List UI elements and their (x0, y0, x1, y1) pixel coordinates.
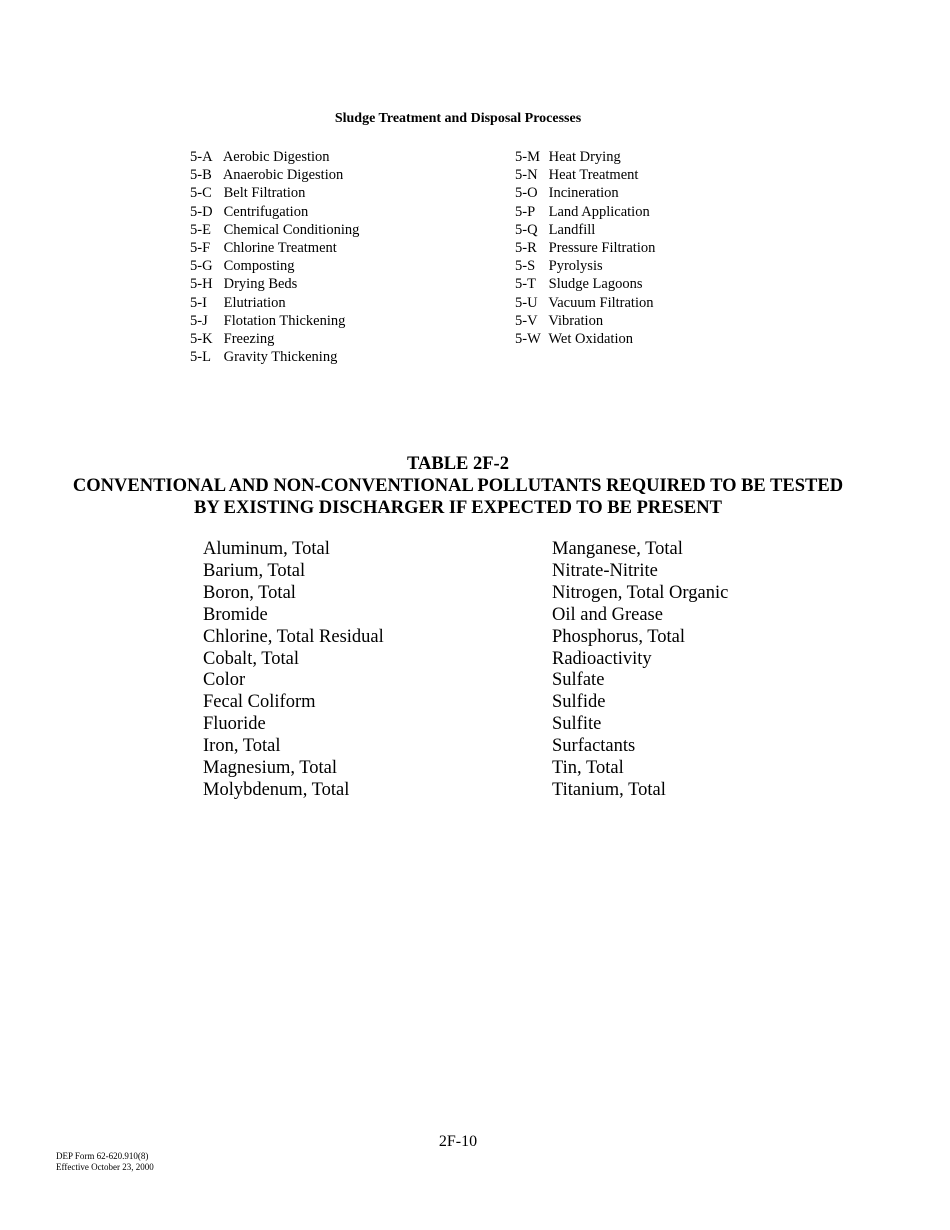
list-item (190, 257, 359, 275)
process-code: 5-J (190, 312, 208, 329)
process-name: Composting (223, 258, 295, 275)
list-item: Boron, Total (203, 582, 296, 603)
list-item: Magnesium, Total (203, 758, 338, 779)
list-item: Sulfide (552, 692, 606, 713)
list-item (515, 275, 655, 293)
list-item: Titanium, Total (552, 779, 666, 800)
process-code: 5-E (190, 221, 211, 238)
process-code: 5-B (190, 167, 212, 184)
sludge-section-title: Sludge Treatment and Disposal Processes (334, 111, 582, 126)
list-item: Bromide (203, 604, 268, 625)
list-item (190, 203, 359, 221)
process-name: Land Application (548, 203, 650, 220)
process-name: Aerobic Digestion (222, 149, 330, 165)
list-item (190, 148, 359, 166)
process-code: 5-N (515, 167, 538, 184)
process-code: 5-U (515, 294, 538, 311)
effective-date: Effective October 23, 2000 (56, 1162, 154, 1172)
list-item: Fecal Coliform (203, 692, 316, 713)
process-name: Anaerobic Digestion (222, 167, 344, 184)
list-item: Cobalt, Total (203, 648, 299, 669)
list-item (190, 330, 359, 348)
process-name: Incineration (548, 185, 619, 202)
list-item: Sulfate (552, 670, 605, 691)
process-name: Gravity Thickening (223, 349, 338, 366)
process-name: Pyrolysis (548, 258, 603, 275)
list-item (515, 239, 655, 257)
list-item: Surfactants (552, 736, 636, 757)
pollutant-list-left (203, 539, 384, 802)
process-code: 5-S (515, 258, 536, 275)
process-code: 5-Q (515, 221, 538, 238)
process-code: 5-W (515, 331, 541, 348)
list-item: Radioactivity (552, 648, 652, 669)
process-name: Landfill (548, 221, 596, 238)
process-name: Drying Beds (223, 276, 298, 293)
process-name: Flotation Thickening (223, 312, 346, 329)
process-code: 5-V (515, 312, 538, 329)
list-item (190, 239, 359, 257)
list-item (190, 348, 359, 366)
process-code: 5-A (190, 149, 213, 165)
process-name: Freezing (223, 331, 275, 348)
process-name: Vibration (548, 312, 604, 329)
process-code: 5-F (190, 240, 211, 257)
process-name: Elutriation (223, 294, 286, 311)
list-item (515, 221, 655, 239)
process-code: 5-C (190, 185, 212, 202)
process-code: 5-M (515, 149, 540, 165)
list-item: Color (203, 670, 246, 691)
process-code: 5-P (515, 203, 536, 220)
sludge-list-left (190, 148, 359, 366)
process-code: 5-K (190, 331, 213, 348)
process-code: 5-O (515, 185, 538, 202)
list-item: Manganese, Total (552, 539, 683, 559)
pollutant-list-right (552, 539, 728, 802)
list-item: Barium, Total (203, 560, 306, 581)
list-item: Phosphorus, Total (552, 626, 686, 647)
list-item: Aluminum, Total (203, 539, 330, 559)
list-item (515, 312, 655, 330)
process-name: Belt Filtration (223, 185, 306, 202)
process-name: Chlorine Treatment (223, 240, 337, 257)
list-item (515, 294, 655, 312)
list-item (515, 330, 655, 348)
list-item: Chlorine, Total Residual (203, 626, 384, 647)
process-name: Heat Drying (548, 149, 621, 165)
process-code: 5-D (190, 203, 213, 220)
process-code: 5-R (515, 240, 537, 257)
list-item (515, 257, 655, 275)
table-number: TABLE 2F-2 (407, 454, 509, 474)
process-name: Wet Oxidation (548, 331, 633, 348)
list-item: Molybdenum, Total (203, 779, 350, 800)
list-item (515, 184, 655, 202)
list-item (190, 166, 359, 184)
process-name: Chemical Conditioning (223, 221, 360, 238)
page-number: 2F-10 (438, 1133, 478, 1150)
process-code: 5-L (190, 349, 211, 366)
list-item (190, 312, 359, 330)
form-number: DEP Form 62-620.910(8) (56, 1151, 149, 1161)
process-name: Heat Treatment (548, 167, 639, 184)
process-code: 5-H (190, 276, 213, 293)
process-code: 5-I (190, 294, 207, 311)
list-item: Nitrate-Nitrite (552, 560, 658, 581)
list-item (190, 184, 359, 202)
list-item: Nitrogen, Total Organic (552, 582, 729, 603)
process-name: Sludge Lagoons (548, 276, 643, 293)
process-name: Centrifugation (223, 203, 309, 220)
list-item: Fluoride (203, 714, 266, 735)
list-item (515, 203, 655, 221)
table-title-line2: BY EXISTING DISCHARGER IF EXPECTED TO BE PRESENT (194, 498, 722, 518)
list-item (515, 148, 655, 166)
list-item (190, 294, 359, 312)
process-code: 5-G (190, 258, 213, 275)
list-item (190, 275, 359, 293)
form-footer (56, 1151, 154, 1173)
process-name: Vacuum Filtration (548, 294, 654, 311)
table-title-line1: CONVENTIONAL AND NON-CONVENTIONAL POLLUTANTS REQUIRED TO BE TESTED (72, 476, 844, 496)
process-code: 5-T (515, 276, 536, 293)
list-item (190, 221, 359, 239)
sludge-list-right (515, 148, 655, 348)
list-item (515, 166, 655, 184)
list-item: Tin, Total (552, 758, 624, 779)
list-item: Iron, Total (203, 736, 281, 757)
list-item: Sulfite (552, 714, 602, 735)
process-name: Pressure Filtration (548, 240, 656, 257)
list-item: Oil and Grease (552, 604, 663, 625)
